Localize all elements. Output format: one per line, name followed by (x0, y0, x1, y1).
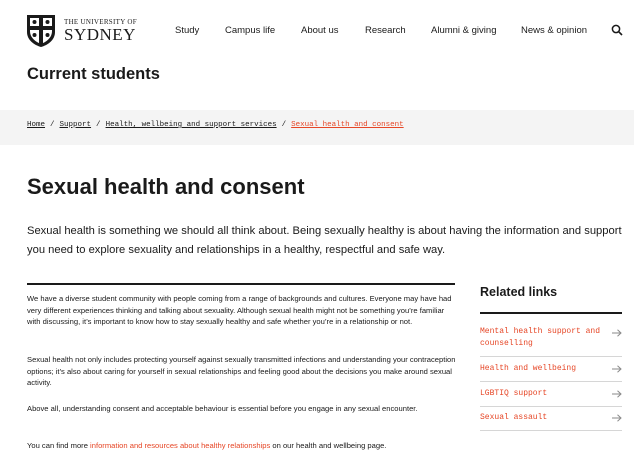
university-logo[interactable] (26, 14, 137, 48)
arrow-right-icon (612, 365, 622, 373)
search-icon[interactable] (611, 24, 623, 36)
breadcrumb-current[interactable]: Sexual health and consent (291, 121, 404, 129)
breadcrumb-separator: / (281, 121, 287, 129)
related-link-label: LGBTIQ support (480, 389, 548, 398)
nav-item-campus-life[interactable]: Campus life (225, 25, 276, 36)
related-link-mental-health[interactable] (480, 326, 622, 352)
breadcrumb-separator: / (96, 121, 101, 129)
breadcrumb-home[interactable]: Home (27, 121, 46, 129)
nav-item-alumni-giving[interactable]: Alumni & giving (431, 25, 497, 36)
related-links-title: Related links (480, 285, 558, 299)
related-link-sexual-assault[interactable] (480, 412, 622, 426)
content-divider (27, 283, 455, 285)
related-link-label: Mental health support and counselling (480, 327, 601, 348)
healthy-relationships-link[interactable]: information and resources about healthy relationships (90, 441, 271, 450)
related-item-divider (480, 381, 622, 382)
arrow-right-icon (612, 414, 622, 422)
related-link-lgbtiq-support[interactable] (480, 388, 622, 402)
nav-item-study[interactable]: Study (175, 25, 200, 36)
arrow-right-icon (612, 329, 622, 337)
related-link-health-wellbeing[interactable] (480, 363, 622, 377)
body-paragraph-with-link (27, 440, 457, 452)
paragraph-text: on our health and wellbeing page. (270, 441, 387, 450)
top-navigation (0, 0, 634, 62)
related-link-label: Health and wellbeing (480, 364, 577, 373)
nav-item-research[interactable]: Research (365, 25, 406, 36)
arrow-right-icon (612, 390, 622, 398)
breadcrumb (27, 121, 404, 129)
breadcrumb-support[interactable]: Support (59, 121, 92, 129)
logo-text-small: THE UNIVERSITY OF (64, 18, 137, 26)
body-paragraph: Sexual health not only includes protecting yourself against sexually transmitted infections and understanding your contraception options; it’s also about caring for yourself in sexual relationships and feeling good about the decisions you make around sexual activity. (27, 355, 456, 388)
body-paragraph: Above all, understanding consent and acceptable behaviour is essential before you engage in any sexual encounter. (27, 404, 418, 413)
paragraph-text: You can find more (27, 441, 91, 450)
related-links-divider (480, 312, 622, 314)
related-item-divider (480, 356, 622, 357)
logo-text-big: SYDNEY (64, 25, 136, 44)
crest-icon (26, 14, 56, 48)
lead-paragraph: Sexual health is something we should all think about. Being sexually healthy is about having the information and support you need to explore sexuality and relationships in a healthy, respectful and safe way. (27, 225, 622, 256)
related-item-divider (480, 430, 622, 431)
nav-item-news-opinion[interactable]: News & opinion (521, 25, 588, 36)
nav-item-about-us[interactable]: About us (301, 25, 339, 36)
breadcrumb-separator: / (50, 121, 55, 129)
related-item-divider (480, 406, 622, 407)
breadcrumb-health-wellbeing[interactable]: Health, wellbeing and support services (105, 121, 277, 129)
body-paragraph: We have a diverse student community with people coming from a range of backgrounds and cultures. Everyone may have had very different experiences thinking and talking about sexuality. Although sexual health might not be something you’re familiar with discussing, it’s important to know how to stay sexually healthy and safe whether you’re in a relationship or not. (27, 294, 452, 327)
section-title[interactable]: Current students (27, 65, 160, 83)
related-link-label: Sexual assault (480, 413, 548, 422)
page-title: Sexual health and consent (27, 174, 305, 199)
